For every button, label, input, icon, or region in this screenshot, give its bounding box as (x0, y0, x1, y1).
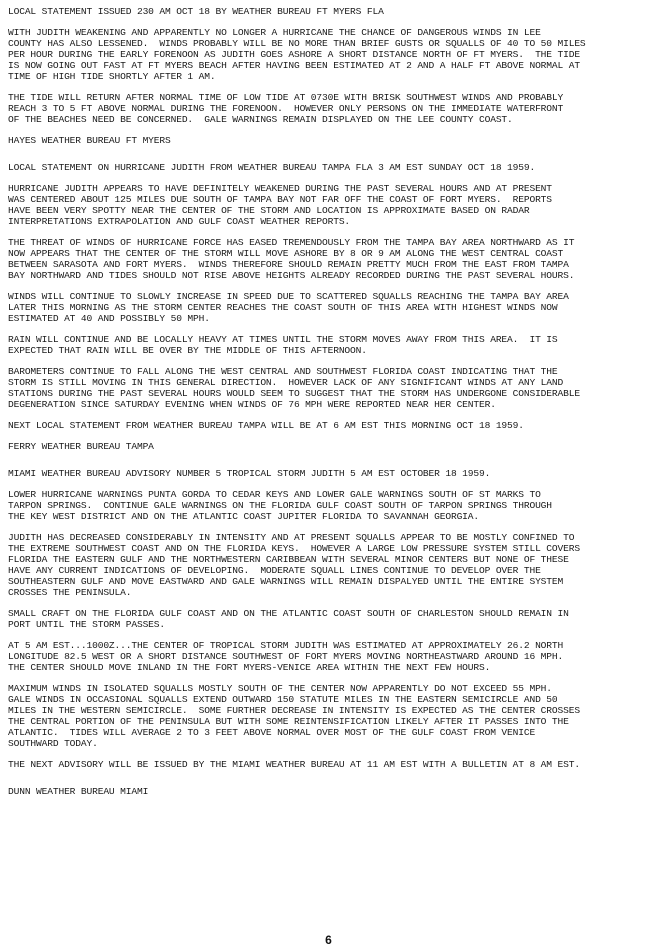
miami-advisory-paragraph: MAXIMUM WINDS IN ISOLATED SQUALLS MOSTLY SOUTH OF THE CENTER NOW APPARENTLY DO NOT EXCEED 55 MPH. GALE WINDS IN OCCASIONAL SQUALLS EXTEND OUTWARD 150 STATUTE MILES IN THE EASTERN SEMICIRCLE AND 50 MILES IN THE WESTERN SEMICIRCLE. SOME FURTHER DECREASE IN INTENSITY IS EXPECTED AS THE CENTER CROSSES THE CENTRAL PORTION OF THE PENINSULA BUT WITH SOME REINTENSIFICATION LIKELY AFTER IT PASSES INTO THE ATLANTIC. TIDES WILL AVERAGE 2 TO 3 FEET ABOVE NORMAL OVER MOST OF THE GULF COAST FROM VENICE SOUTHWARD TODAY. (8, 683, 580, 749)
tampa-statement-paragraph: HURRICANE JUDITH APPEARS TO HAVE DEFINITELY WEAKENED DURING THE PAST SEVERAL HOURS AND AT PRESENT WAS CENTERED ABOUT 125 MILES DUE SOUTH OF TAMPA BAY NOT FAR OFF THE COAST OF FORT MYERS. REPORTS HAVE BEEN VERY SPOTTY NEAR THE CENTER OF THE STORM AND LOCATION IS APPROXIMATE BASED ON RADAR INTERPRETATIONS EXTRAPOLATION AND GULF COAST WEATHER REPORTS. (8, 183, 552, 227)
tampa-statement-paragraph: THE THREAT OF WINDS OF HURRICANE FORCE HAS EASED TREMENDOUSLY FROM THE TAMPA BAY AREA NORTHWARD AS IT NOW APPEARS THAT THE CENTER OF THE STORM WILL MOVE ASHORE BY 8 OR 9 AM ALONG THE WEST CENTRAL COAST BETWEEN SARASOTA AND FORT MYERS. WINDS THEREFORE SHOULD REMAIN PRETTY MUCH FROM THE EAST FROM TAMPA BAY NORTHWARD AND TIDES SHOULD NOT RISE ABOVE HEIGHTS ALREADY RECORDED DURING THE PAST SEVERAL HOURS. (8, 237, 575, 281)
tampa-statement-paragraph: WINDS WILL CONTINUE TO SLOWLY INCREASE IN SPEED DUE TO SCATTERED SQUALLS REACHING THE TAMPA BAY AREA LATER THIS MORNING AS THE STORM CENTER REACHES THE COAST SOUTH OF THIS AREA WITH HIGHEST WINDS NOW ESTIMATED AT 40 AND POSSIBLY 50 MPH. (8, 291, 569, 324)
miami-advisory-heading: MIAMI WEATHER BUREAU ADVISORY NUMBER 5 TROPICAL STORM JUDITH 5 AM EST OCTOBER 18 1959. (8, 468, 491, 479)
miami-advisory-paragraph: THE NEXT ADVISORY WILL BE ISSUED BY THE MIAMI WEATHER BUREAU AT 11 AM EST WITH A BULLETIN AT 8 AM EST. (8, 759, 580, 770)
ft-myers-statement-paragraph: THE TIDE WILL RETURN AFTER NORMAL TIME OF LOW TIDE AT 0730E WITH BRISK SOUTHWEST WINDS AND PROBABLY REACH 3 TO 5 FT ABOVE NORMAL DURING THE FORENOON. HOWEVER ONLY PERSONS ON THE IMMEDIATE WATERFRONT OF THE BEACHES NEED BE CONCERNED. GALE WARNINGS REMAIN DISPLAYED ON THE LEE COUNTY COAST. (8, 92, 564, 125)
document-page (8, 6, 651, 807)
tampa-statement-paragraph: BAROMETERS CONTINUE TO FALL ALONG THE WEST CENTRAL AND SOUTHWEST FLORIDA COAST INDICATING THAT THE STORM IS STILL MOVING IN THIS GENERAL DIRECTION. HOWEVER LACK OF ANY SIGNIFICANT WINDS AT ANY LAND STATIONS DURING THE PAST SEVERAL HOURS WOULD SEEM TO SUGGEST THAT THE STORM HAS UNDERGONE CONSIDERABLE DEGENERATION SINCE SATURDAY EVENING WHEN WINDS OF 76 MPH WERE REPORTED NEAR HER CENTER. (8, 366, 580, 410)
tampa-statement-paragraph: NEXT LOCAL STATEMENT FROM WEATHER BUREAU TAMPA WILL BE AT 6 AM EST THIS MORNING OCT 18 1959. (8, 420, 524, 431)
miami-advisory-paragraph: AT 5 AM EST...1000Z...THE CENTER OF TROPICAL STORM JUDITH WAS ESTIMATED AT APPROXIMATELY 26.2 NORTH LONGITUDE 82.5 WEST OR A SHORT DISTANCE SOUTHWEST OF FORT MYERS MOVING NORTHEASTWARD AROUND 16 MPH. THE CENTER SHOULD MOVE INLAND IN THE FORT MYERS-VENICE AREA WITHIN THE NEXT FEW HOURS. (8, 640, 564, 673)
ft-myers-signature: HAYES WEATHER BUREAU FT MYERS (8, 135, 171, 146)
tampa-statement-paragraph: RAIN WILL CONTINUE AND BE LOCALLY HEAVY AT TIMES UNTIL THE STORM MOVES AWAY FROM THIS AREA. IT IS EXPECTED THAT RAIN WILL BE OVER BY THE MIDDLE OF THIS AFTERNOON. (8, 334, 558, 356)
miami-advisory-paragraph: SMALL CRAFT ON THE FLORIDA GULF COAST AND ON THE ATLANTIC COAST SOUTH OF CHARLESTON SHOULD REMAIN IN PORT UNTIL THE STORM PASSES. (8, 608, 569, 630)
tampa-signature: FERRY WEATHER BUREAU TAMPA (8, 441, 154, 452)
ft-myers-statement-heading: LOCAL STATEMENT ISSUED 230 AM OCT 18 BY WEATHER BUREAU FT MYERS FLA (8, 6, 384, 17)
tampa-statement-heading: LOCAL STATEMENT ON HURRICANE JUDITH FROM WEATHER BUREAU TAMPA FLA 3 AM EST SUNDAY OCT 18 1959. (8, 162, 536, 173)
miami-advisory-paragraph: LOWER HURRICANE WARNINGS PUNTA GORDA TO CEDAR KEYS AND LOWER GALE WARNINGS SOUTH OF ST MARKS TO TARPON SPRINGS. CONTINUE GALE WARNINGS ON THE FLORIDA GULF COAST SOUTH OF TARPON SPRINGS THROUGH THE KEY WEST DISTRICT AND ON THE ATLANTIC COAST JUPITER FLORIDA TO SAVANNAH GEORGIA. (8, 489, 552, 522)
page-number: 6 (325, 933, 332, 947)
miami-signature: DUNN WEATHER BUREAU MIAMI (8, 786, 149, 797)
ft-myers-statement-paragraph: WITH JUDITH WEAKENING AND APPARENTLY NO LONGER A HURRICANE THE CHANCE OF DANGEROUS WINDS IN LEE COUNTY HAS ALSO LESSENED. WINDS PROBABLY WILL BE NO MORE THAN BRIEF GUSTS OR SQUALLS OF 40 TO 50 MILES PER HOUR DURING THE EARLY FORENOON AS JUDITH GOES ASHORE A SHORT DISTANCE NORTH OF FT MYERS. THE TIDE IS NOW GOING OUT FAST AT FT MYERS BEACH AFTER HAVING BEEN ESTIMATED AT 2 AND A HALF FT ABOVE NORMAL AT TIME OF HIGH TIDE SHORTLY AFTER 1 AM. (8, 27, 586, 82)
miami-advisory-paragraph: JUDITH HAS DECREASED CONSIDERABLY IN INTENSITY AND AT PRESENT SQUALLS APPEAR TO BE MOSTLY CONFINED TO THE EXTREME SOUTHWEST COAST AND ON THE FLORIDA KEYS. HOWEVER A LARGE LOW PRESSURE SYSTEM STILL COVERS FLORIDA THE EASTERN GULF AND THE NORTHWESTERN CARIBBEAN WITH SEVERAL MINOR CENTERS BUT NONE OF THESE HAVE ANY CURRENT INDICATIONS OF DEVELOPING. MODERATE SQUALL LINES CONTINUE TO DEVELOP OVER THE SOUTHEASTERN GULF AND MOVE EASTWARD AND GALE WARNINGS WILL REMAIN DISPALYED UNTIL THE ENTIRE SYSTEM CROSSES THE PENINSULA. (8, 532, 580, 598)
